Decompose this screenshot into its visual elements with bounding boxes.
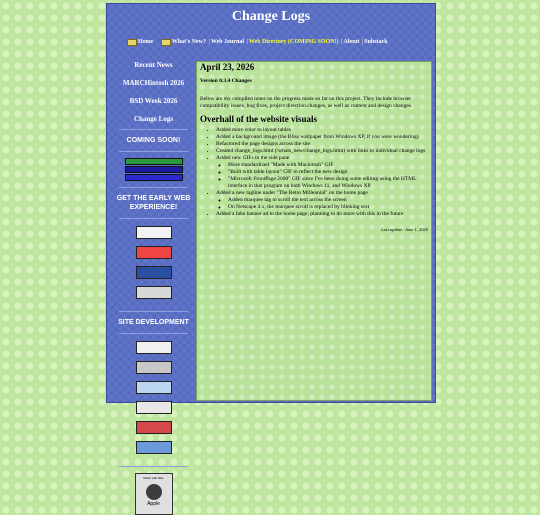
section-heading: Overhall of the website visuals: [200, 114, 317, 124]
sidebar-link-bsd-week[interactable]: BSD Week 2026: [129, 97, 178, 105]
list-item: • Refactored the page designs across the site: [216, 141, 428, 148]
page-title: Change Logs: [231, 9, 311, 24]
html-badge[interactable]: [136, 441, 172, 454]
list-item: • Added more color to layout tables: [216, 127, 428, 134]
sidebar-link-marchintosh[interactable]: MARCHintosh 2026: [122, 79, 185, 87]
sublist-item: ◦ On Netscape 4.x, the marquee scroll is replaced by blinking text: [228, 204, 428, 211]
sidebar-divider: [119, 129, 188, 130]
nav-separator: |: [341, 39, 343, 45]
whats-new-icon: [161, 39, 171, 46]
apple-label: Apple: [147, 501, 160, 507]
sidebar-link-recent-news[interactable]: Recent News: [134, 61, 173, 69]
list-item: [216, 190, 428, 211]
sidebar-divider: [119, 218, 188, 219]
gif-sublist: [216, 162, 428, 190]
made-with-macintosh-badge[interactable]: [136, 341, 172, 354]
coming-soon-bar: [125, 166, 183, 173]
list-item-text: Added new GIFs to the side pane: [216, 155, 290, 161]
frontpage-badge[interactable]: [136, 401, 172, 414]
nav-separator: |: [208, 39, 210, 45]
internet-explorer-badge[interactable]: [136, 246, 172, 259]
made-with-mac-label: Made with Mac: [143, 476, 164, 480]
nav-web-directory-link[interactable]: Web Directory (COMING SOON!): [248, 39, 339, 45]
coming-soon-bar: [125, 158, 183, 165]
sidebar-divider: [119, 466, 188, 467]
nav-substack-link[interactable]: Substack: [364, 39, 388, 45]
nav-about-link[interactable]: About: [343, 39, 360, 45]
list-item: [216, 155, 428, 190]
sublist-item: ◦ More standardized "Made with Macintosh" GIF: [228, 162, 428, 169]
top-navigation: [127, 39, 427, 46]
site-dev-heading: SITE DEVELOPMENT: [118, 319, 189, 326]
table-layout-badge[interactable]: [136, 381, 172, 394]
nav-web-journal-link[interactable]: Web Journal: [210, 39, 245, 45]
made-with-windows-badge[interactable]: [136, 361, 172, 374]
early-web-heading: GET THE EARLY WEB EXPERIENCE!: [116, 195, 191, 211]
best-viewed-badge[interactable]: [136, 226, 172, 239]
sidebar-divider: [119, 333, 188, 334]
coming-soon-bar: [125, 174, 183, 181]
sidebar: [115, 61, 192, 507]
change-list: [200, 127, 428, 218]
content-pane: [196, 61, 432, 401]
notepad-badge[interactable]: [136, 421, 172, 434]
geocities-badge[interactable]: [136, 286, 172, 299]
last-update: Last update: June 1, 2026: [381, 227, 428, 232]
intro-paragraph: Below are my compiled notes on the progress made so far on this project. They include browser compatibility issues, bug fixes, project direction changes, as well as content and design changes.: [200, 96, 413, 109]
main-frame: [106, 3, 436, 507]
sidebar-divider: [119, 187, 188, 188]
tagline-sublist: [216, 197, 428, 211]
nav-separator: |: [246, 39, 248, 45]
version-heading: Version 0.3.4 Changes: [200, 78, 252, 84]
list-item: • Added a background image (the Bliss wallpaper from Windows XP, if you were wondering): [216, 134, 428, 141]
nav-whats-new-link[interactable]: What's New?: [171, 39, 206, 45]
post-date: April 23, 2026: [200, 62, 255, 72]
apple-logo-icon: [146, 484, 162, 500]
made-with-mac-badge[interactable]: [135, 473, 173, 515]
coming-soon-heading: COMING SOON!: [126, 137, 181, 144]
best-viewed-netscape-badge[interactable]: [136, 266, 172, 279]
sublist-item: ◦ Added marquee tag to scroll the text across the screen: [228, 197, 428, 204]
sublist-item: ◦ "Built with table layout" GIF to reflect the new design: [228, 169, 428, 176]
sublist-item: ◦ "Microsoft FrontPage 2000" GIF since I've been doing some editing using the HTML interface in that program on both Windows 11, and Windows XP.: [228, 176, 428, 190]
nav-separator: |: [361, 39, 364, 45]
list-item: • Added a fake banner ad to the home page; planning to do more with this in the future: [216, 211, 428, 218]
sidebar-link-change-logs[interactable]: Change Logs: [133, 115, 174, 123]
home-icon: [127, 39, 137, 46]
nav-home-link[interactable]: Home: [138, 39, 154, 45]
sidebar-divider: [119, 151, 188, 152]
list-item: • Created change_logs.html (/whats_new/change_logs.html) with links to individual change logs: [216, 148, 428, 155]
list-item-text: Added a new tagline under "The Retro Millennial" on the home page: [216, 190, 368, 196]
sidebar-divider: [119, 311, 188, 312]
